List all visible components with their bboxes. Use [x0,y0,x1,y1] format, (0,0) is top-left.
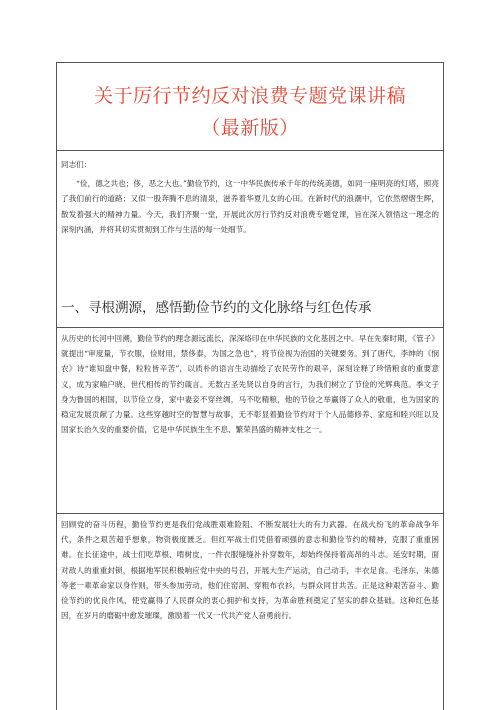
document-frame [56,62,444,710]
section-body [61,517,439,623]
divider [57,513,443,514]
document-title: 关于厉行节约反对浪费专题党课讲稿 [93,85,406,107]
divider [57,327,443,328]
section-body [61,331,439,437]
salutation: 同志们： [61,160,92,169]
section-paragraph: 回顾党的奋斗历程，勤俭节约更是我们党战胜艰难险阻、不断发展壮大的有力武器。在战火纷飞的革命战争年代，条件之艰苦超乎想象，物资极度匮乏。但红军战士们凭借着顽强的意志和勤俭节约的精神，克服了重重困难。在长征途中，战士们吃草根、啃树皮，一件衣服缝缝补补穿数年，却始终保持着高昂的斗志。延安时期，面对敌人的重重封锁，根据地军民积极响应党中央的号召，开展大生产运动，自己动手，丰衣足食。毛泽东、朱德等老一辈革命家以身作则，带头参加劳动，他们住窑洞、穿粗布衣衫，与群众同甘共苦。正是这种艰苦奋斗、勤俭节约的优良作风，使党赢得了人民群众的衷心拥护和支持，为革命胜利奠定了坚实的群众基础。这种红色基因，在岁月的磨砺中愈发璀璨，激励着一代又一代共产党人奋勇前行。 [61,520,439,621]
section-heading: 一、寻根溯源，感悟勤俭节约的文化脉络与红色传承 [61,300,372,316]
document-subtitle: （最新版） [201,117,299,139]
intro-section [61,157,439,237]
title-block [57,63,443,151]
section-paragraph: 从历史的长河中回溯，勤俭节约的理念源远流长，深深烙印在中华民族的文化基因之中。早在先秦时期，《管子》就提出“审度量，节衣服，俭财用，禁侈泰，为国之急也”，将节俭视为治国的关键要务。到了唐代，李绅的《悯农》诗“谁知盘中餐，粒粒皆辛苦”，以质朴的语言生动描绘了农民劳作的艰辛，深刻诠释了珍惜粮食的重要意义，成为家喻户晓、世代相传的节约箴言。无数古圣先贤以自身的言行，为我们树立了节俭的光辉典范。季文子身为鲁国的相国，以节俭立身，家中妻妾不穿丝绸，马不吃精粮，他的节俭之举赢得了众人的敬重，也为国家的稳定发展贡献了力量。这些穿越时空的智慧与故事，无不彰显着勤俭节约对于个人品德修养、家庭和睦兴旺以及国家长治久安的重要价值，它是中华民族生生不息、繁荣昌盛的精神支柱之一。 [61,334,439,435]
intro-paragraph: “俭，德之共也；侈，恶之大也。”勤俭节约，这一中华民族传承千年的传统美德，如同一座明亮的灯塔，照亮了我们前行的道路；又似一股奔腾不息的清泉，滋养着华夏儿女的心田。在新时代的浪潮中，它依然熠熠生辉，散发着强大的精神力量。今天，我们齐聚一堂，开展此次厉行节约反对浪费专题党课，旨在深入领悟这一理念的深刻内涵，并将其切实贯彻到工作与生活的每一处细节。 [61,179,439,234]
